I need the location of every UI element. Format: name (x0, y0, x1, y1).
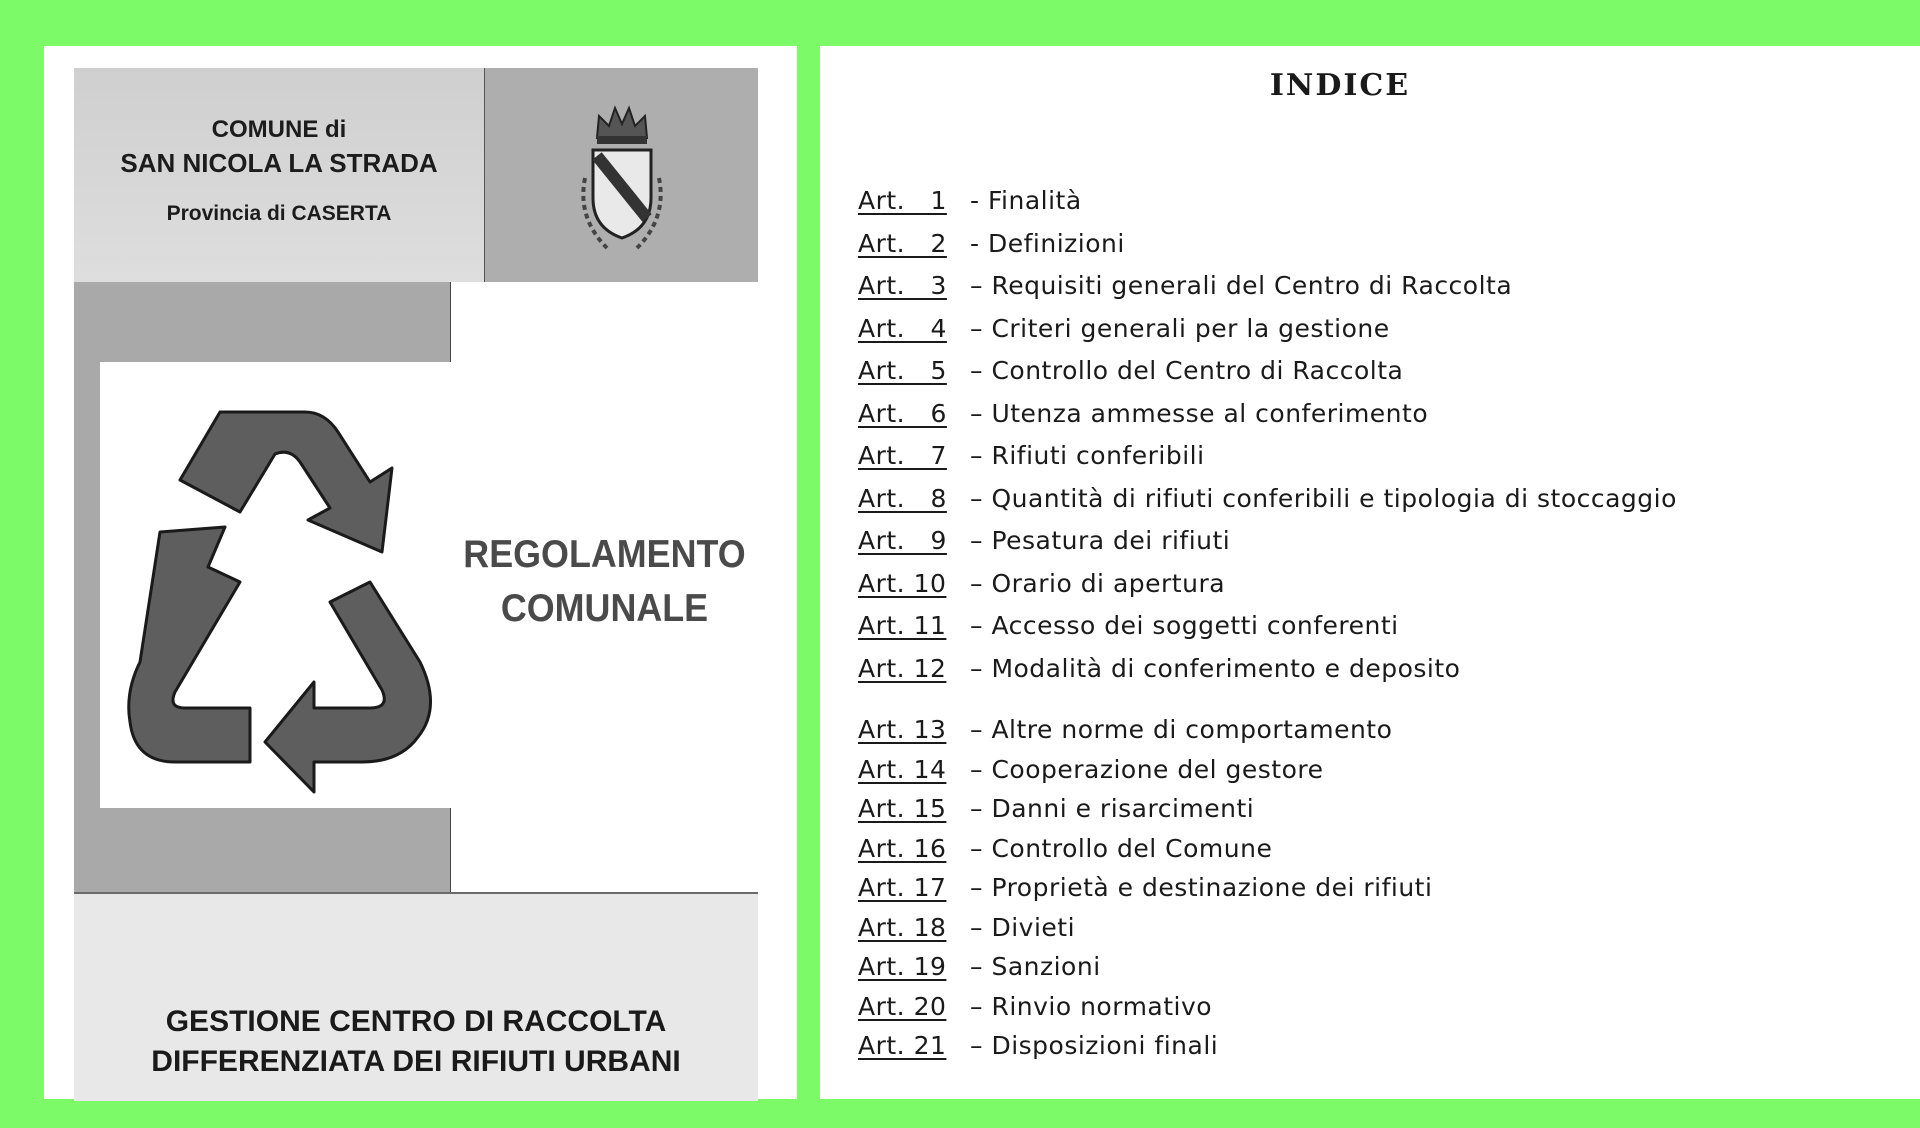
recycle-panel (74, 282, 450, 892)
cover-header (74, 68, 758, 282)
article-title: – Requisiti generali del Centro di Raccolta (970, 271, 1513, 300)
article-link[interactable]: Art. 6 (858, 398, 947, 428)
subject-line1: GESTIONE CENTRO DI RACCOLTA (165, 1005, 667, 1038)
article-link[interactable]: Art. 12 (858, 653, 947, 683)
article-title: – Accesso dei soggetti conferenti (970, 611, 1399, 640)
index-item (858, 223, 1677, 266)
index-item (858, 1026, 1677, 1066)
index-title: INDICE (1269, 68, 1411, 103)
index-page (820, 46, 1920, 1099)
article-link[interactable]: Art. 7 (858, 441, 947, 470)
index-item (858, 478, 1677, 521)
article-title: – Controllo del Centro di Raccolta (970, 356, 1404, 385)
article-link[interactable]: Art. 8 (858, 483, 947, 513)
subject-line2: DIFFERENZIATA DEI RIFIUTI URBANI (151, 1045, 681, 1078)
index-list (858, 180, 1677, 1066)
index-item (858, 563, 1677, 606)
article-title: – Disposizioni finali (970, 1031, 1219, 1060)
article-title: - Finalità (970, 186, 1082, 215)
index-item (858, 829, 1677, 869)
article-link[interactable]: Art. 10 (858, 568, 947, 598)
comune-name: SAN NICOLA LA STRADA (120, 148, 438, 178)
index-item (858, 947, 1677, 987)
article-link[interactable]: Art. 2 (858, 228, 947, 258)
article-link[interactable]: Art. 11 (858, 611, 947, 640)
article-title: – Quantità di rifiuti conferibili e tipologia di stoccaggio (970, 483, 1677, 513)
article-link[interactable]: Art. 20 (858, 991, 947, 1021)
crest-block (484, 68, 758, 282)
title-panel (450, 282, 758, 892)
regolamento-title (463, 528, 745, 636)
article-title: - Definizioni (970, 228, 1125, 258)
article-link[interactable]: Art. 3 (858, 271, 947, 300)
article-title: – Orario di apertura (970, 568, 1226, 598)
index-item (858, 265, 1677, 308)
article-link[interactable]: Art. 1 (858, 186, 947, 215)
article-link[interactable]: Art. 16 (858, 833, 947, 863)
article-title: – Danni e risarcimenti (970, 794, 1255, 823)
crest-icon (577, 98, 667, 258)
regolamento-line1: REGOLAMENTO (463, 533, 746, 576)
article-link[interactable]: Art. 21 (858, 1031, 947, 1060)
article-link[interactable]: Art. 13 (858, 715, 947, 744)
article-title: – Altre norme di comportamento (970, 715, 1393, 744)
article-link[interactable]: Art. 19 (858, 952, 947, 981)
index-item (858, 393, 1677, 436)
recycle-icon (100, 362, 458, 808)
article-link[interactable]: Art. 9 (858, 526, 947, 555)
cover-page (44, 46, 797, 1099)
article-title: – Rifiuti conferibili (970, 441, 1205, 470)
article-link[interactable]: Art. 4 (858, 313, 947, 343)
index-spacer (858, 690, 1677, 710)
article-link[interactable]: Art. 14 (858, 754, 947, 784)
index-item (858, 605, 1677, 648)
article-title: – Sanzioni (970, 952, 1101, 981)
index-item (858, 987, 1677, 1027)
index-item (858, 648, 1677, 691)
index-item (858, 308, 1677, 351)
article-title: – Utenza ammesse al conferimento (970, 398, 1429, 428)
regolamento-line2: COMUNALE (500, 587, 709, 630)
article-title: – Controllo del Comune (970, 833, 1273, 863)
article-link[interactable]: Art. 17 (858, 873, 947, 902)
recycle-box (100, 362, 458, 808)
article-title: – Modalità di conferimento e deposito (970, 653, 1461, 683)
cover-middle (74, 282, 758, 892)
article-link[interactable]: Art. 18 (858, 912, 947, 942)
index-item (858, 750, 1677, 790)
index-item (858, 868, 1677, 908)
index-item (858, 435, 1677, 478)
index-item (858, 350, 1677, 393)
index-item (858, 520, 1677, 563)
article-title: – Rinvio normativo (970, 991, 1213, 1021)
article-title: – Criteri generali per la gestione (970, 313, 1390, 343)
index-item (858, 908, 1677, 948)
index-item (858, 710, 1677, 750)
article-title: – Divieti (970, 912, 1076, 942)
index-item (858, 789, 1677, 829)
cover-footer (74, 892, 758, 1101)
index-item (858, 180, 1677, 223)
comune-label: COMUNE di (211, 116, 347, 143)
article-title: – Pesatura dei rifiuti (970, 526, 1231, 555)
article-title: – Cooperazione del gestore (970, 754, 1324, 784)
article-link[interactable]: Art. 5 (858, 356, 947, 385)
municipality-block (74, 68, 484, 282)
article-link[interactable]: Art. 15 (858, 794, 947, 823)
provincia-label: Provincia di CASERTA (166, 202, 392, 225)
article-title: – Proprietà e destinazione dei rifiuti (970, 873, 1433, 902)
